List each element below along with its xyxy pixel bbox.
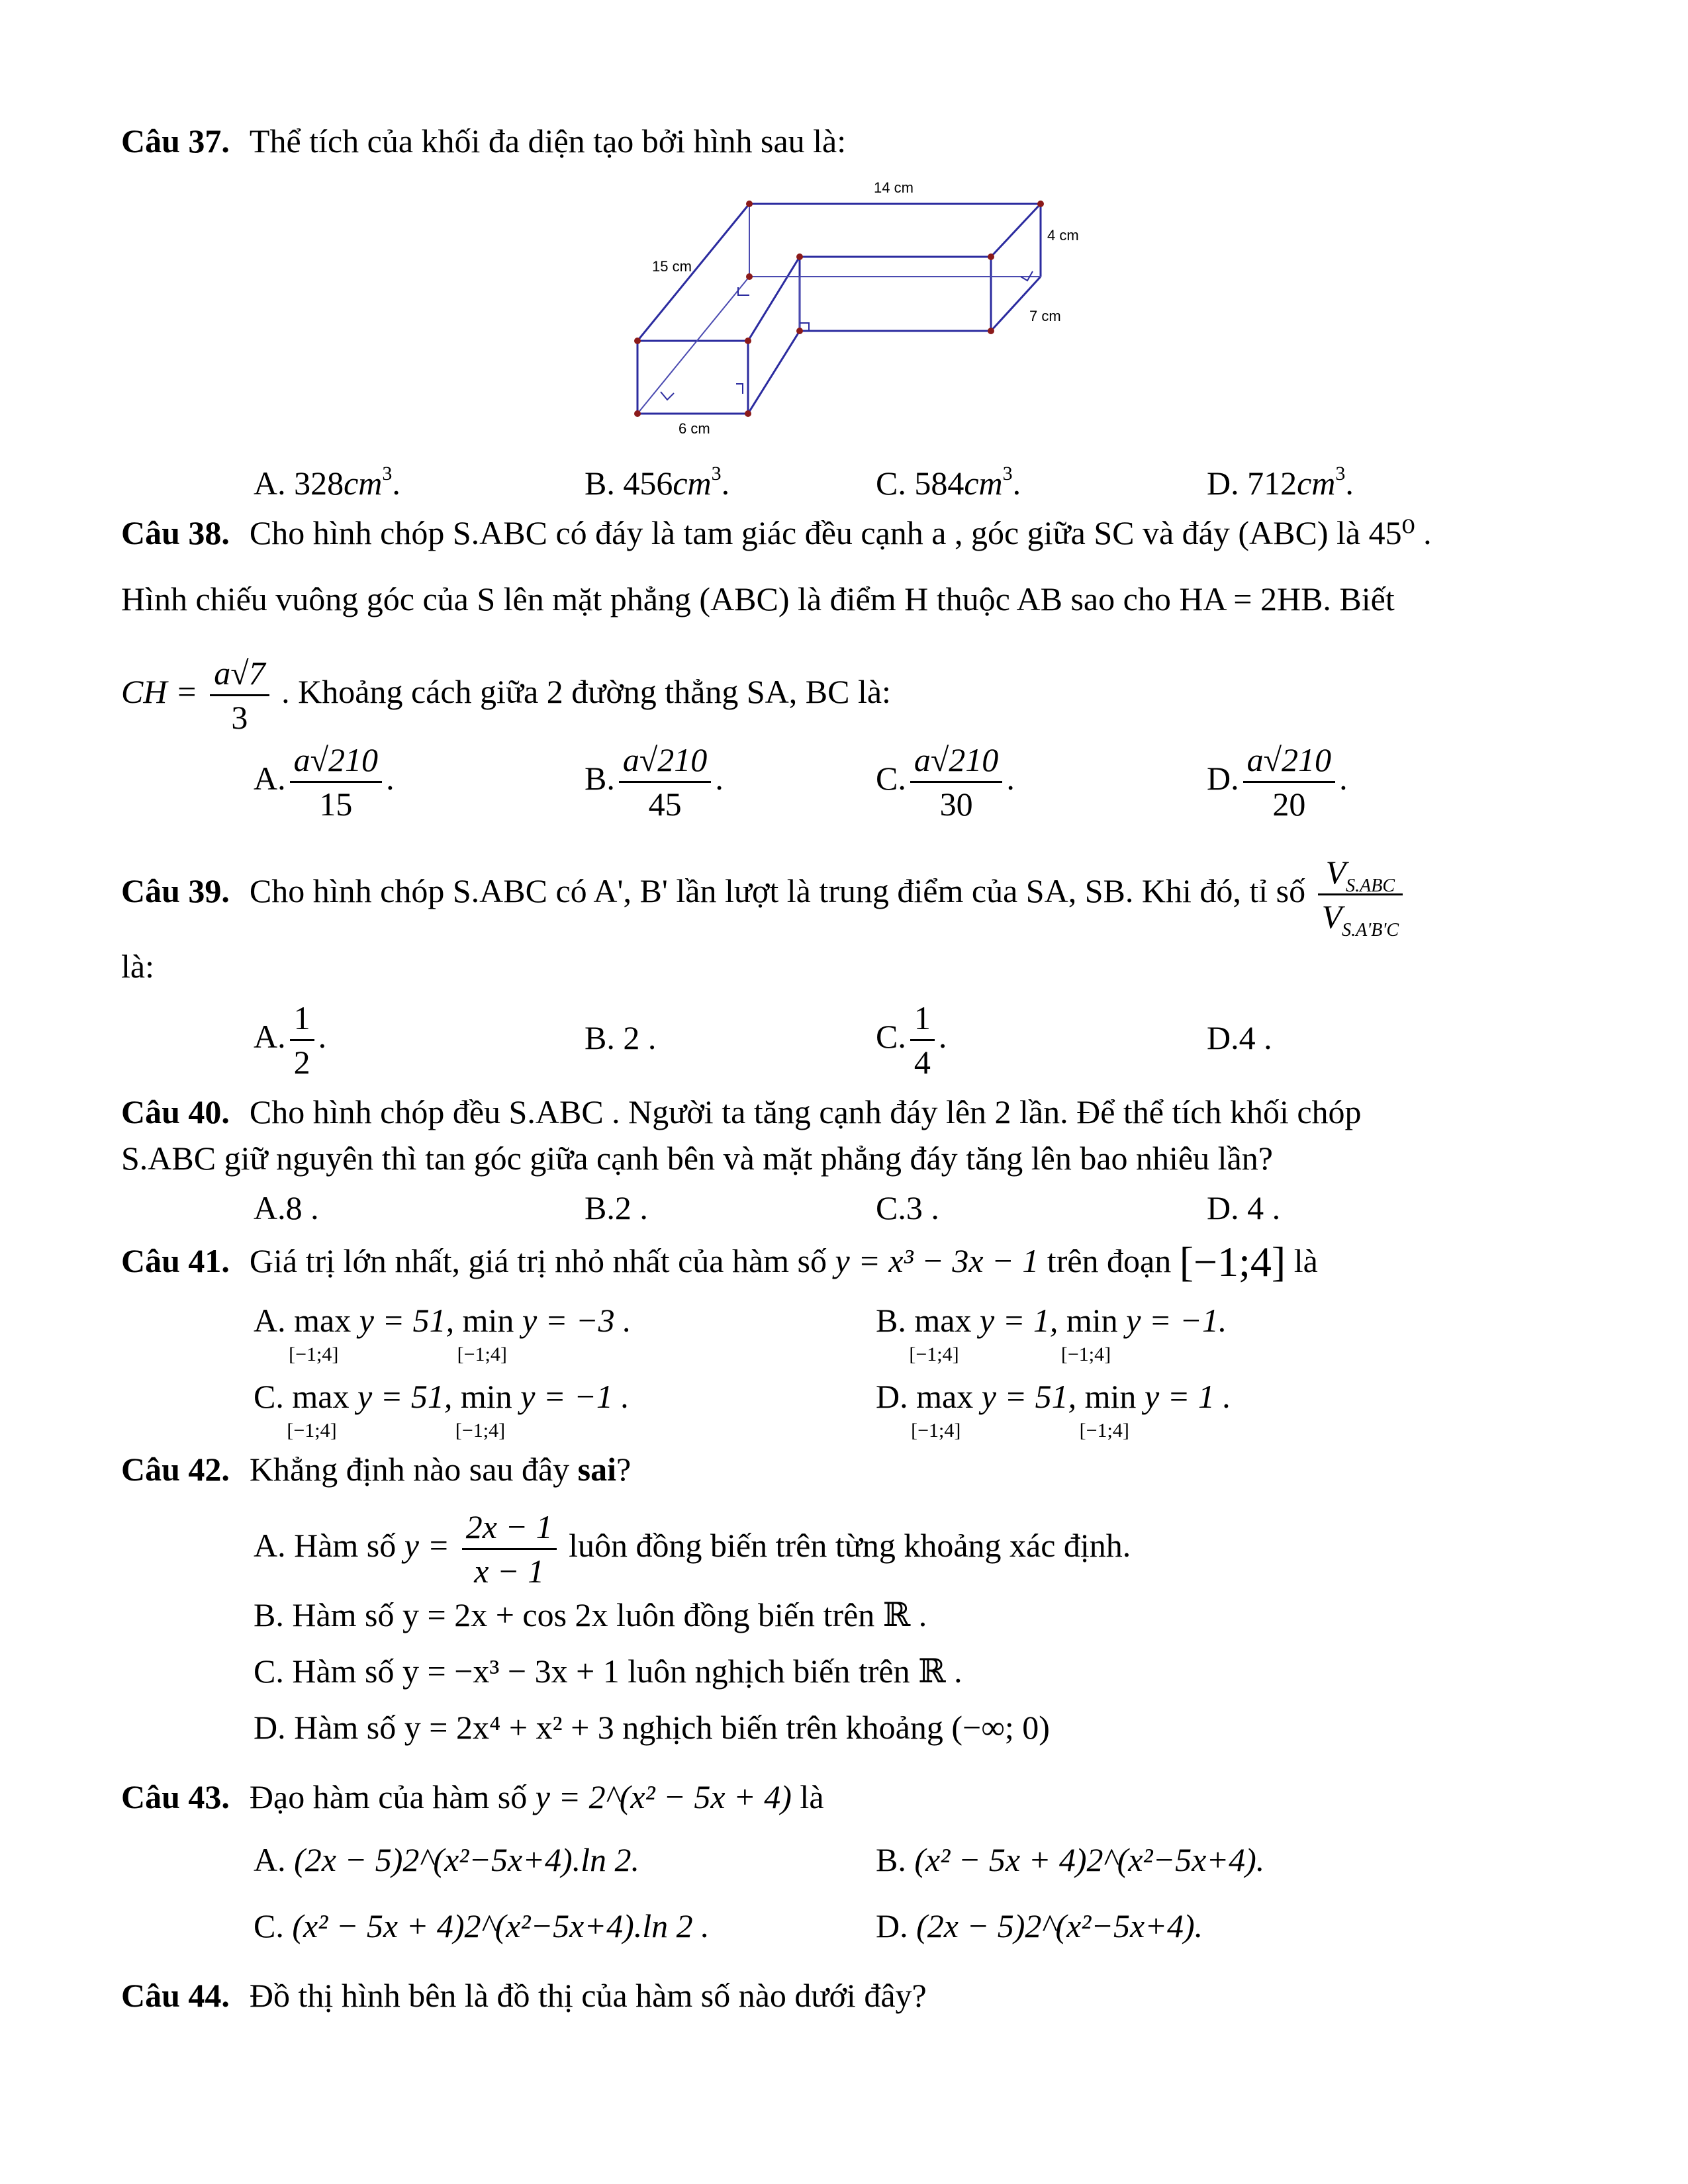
question-40 (121, 1092, 1362, 1132)
question-number: Câu 37. (121, 122, 230, 159)
volume-ratio: $\frac{V_{S.ABC}}{V_{S.A'B'C}}$ (1318, 854, 1403, 935)
question-39 (121, 854, 1407, 940)
question-number: Câu 43. (121, 1778, 230, 1815)
option-b[interactable]: B. $\frac{a√210}{45}$ . (585, 741, 724, 823)
option-d[interactable]: D. max [−1;4] y = 51, min [−1;4] y = 1 . (876, 1378, 1231, 1441)
option-c[interactable]: C. (x² − 5x + 4)2^(x²−5x+4).ln 2 . (254, 1907, 710, 1944)
question-37 (121, 121, 846, 161)
question-41: Câu 41. Giá trị lớn nhất, giá trị nhỏ nhất của hàm số y = x³ − 3x − 1 trên đoạn [−1;4] là (121, 1238, 1318, 1285)
option-b[interactable]: B. (x² − 5x + 4)2^(x²−5x+4). (876, 1841, 1265, 1878)
option-c[interactable]: C.3 . (876, 1189, 939, 1226)
question-42: Câu 42. Khẳng định nào sau đây sai? (121, 1451, 632, 1488)
option-b[interactable]: B. $456cm^3$. (585, 463, 730, 502)
option-a[interactable]: A. Hàm số y = $\frac{2x - 1}{x - 1}$ luôn đồng biến trên từng khoảng xác định. (254, 1508, 1131, 1590)
function-expression: y = x³ − 3x − 1 (835, 1242, 1039, 1279)
option-a[interactable]: A. $328cm^3$. (254, 463, 400, 502)
dimension-label: 6 cm (679, 420, 710, 437)
option-c[interactable]: C. $584cm^3$. (876, 463, 1021, 502)
question-number: Câu 40. (121, 1093, 230, 1130)
question-text: Thể tích của khối đa diện tạo bởi hình sau là: (249, 122, 847, 159)
option-a[interactable]: A. max [−1;4] y = 51, min [−1;4] y = −3 . (254, 1302, 632, 1365)
emphasis-word: sai (577, 1451, 617, 1488)
option-c[interactable]: C. $\frac{1}{4}$ . (876, 999, 947, 1081)
question-text: Đồ thị hình bên là đồ thị của hàm số nào dưới đây? (249, 1977, 927, 2014)
option-d[interactable]: D. 4 . (1207, 1189, 1281, 1226)
question-43: Câu 43. Đạo hàm của hàm số y = 2^(x² − 5x + 4) là (121, 1778, 824, 1815)
option-c[interactable]: C. max [−1;4] y = 51, min [−1;4] y = −1 . (254, 1378, 630, 1441)
fraction: $\frac{a√7}{3}$ (210, 655, 269, 736)
question-38-line-2: Hình chiếu vuông góc của S lên mặt phẳng (ABC) là điểm H thuộc AB sao cho HA = 2HB. Biết (121, 580, 1395, 617)
question-number: Câu 42. (121, 1451, 230, 1488)
dimension-label: 15 cm (652, 258, 692, 275)
question-40-line-2: S.ABC giữ nguyên thì tan góc giữa cạnh bên và mặt phẳng đáy tăng lên bao nhiêu lần? (121, 1140, 1273, 1177)
option-b[interactable]: B. Hàm số y = 2x + cos 2x luôn đồng biến trên ℝ . (254, 1596, 927, 1633)
option-a[interactable]: A. $\frac{1}{2}$ . (254, 999, 327, 1081)
question-38 (121, 513, 1432, 553)
interval: [−1;4] (1179, 1238, 1286, 1285)
l-shaped-prism-figure (622, 172, 1086, 437)
option-b[interactable]: B.2 . (585, 1189, 648, 1226)
option-b[interactable]: B. max [−1;4] y = 1, min [−1;4] y = −1. (876, 1302, 1227, 1365)
option-a[interactable]: A. (2x − 5)2^(x²−5x+4).ln 2. (254, 1841, 639, 1878)
dimension-label: 4 cm (1047, 227, 1079, 244)
question-text: Cho hình chóp S.ABC có A', B' lần lượt là trung điểm của SA, SB. Khi đó, tỉ số (249, 872, 1306, 909)
dimension-label: 7 cm (1029, 308, 1061, 324)
option-d[interactable]: D. $712cm^3$. (1207, 463, 1354, 502)
option-d[interactable]: D. $\frac{a√210}{20}$ . (1207, 741, 1348, 823)
option-a[interactable]: A.8 . (254, 1189, 319, 1226)
option-c[interactable]: C. $\frac{a√210}{30}$ . (876, 741, 1015, 823)
option-d[interactable]: D.4 . (1207, 1019, 1272, 1056)
option-c[interactable]: C. Hàm số y = −x³ − 3x + 1 luôn nghịch biến trên ℝ . (254, 1653, 962, 1690)
question-text: Cho hình chóp đều S.ABC . Người ta tăng cạnh đáy lên 2 lần. Để thể tích khối chóp (249, 1093, 1362, 1130)
question-number: Câu 44. (121, 1977, 230, 2014)
option-b[interactable]: B. 2 . (585, 1019, 657, 1056)
question-text: Cho hình chóp S.ABC có đáy là tam giác đều cạnh a , góc giữa SC và đáy (ABC) là 45⁰ . (249, 514, 1432, 551)
question-number: Câu 39. (121, 872, 230, 909)
question-38-line-3: CH = $\frac{a√7}{3}$ . Khoảng cách giữa 2 đường thẳng SA, BC là: (121, 655, 891, 737)
question-39-tail: là: (121, 948, 154, 985)
dimension-label: 14 cm (874, 179, 914, 196)
question-number: Câu 38. (121, 514, 230, 551)
question-44 (121, 1976, 927, 2015)
option-a[interactable]: A. $\frac{a√210}{15}$ . (254, 741, 395, 823)
question-number: Câu 41. (121, 1242, 230, 1279)
option-d[interactable]: D. (2x − 5)2^(x²−5x+4). (876, 1907, 1203, 1944)
option-d[interactable]: D. Hàm số y = 2x⁴ + x² + 3 nghịch biến trên khoảng (−∞; 0) (254, 1709, 1050, 1746)
function-expression: y = 2^(x² − 5x + 4) (535, 1778, 792, 1815)
